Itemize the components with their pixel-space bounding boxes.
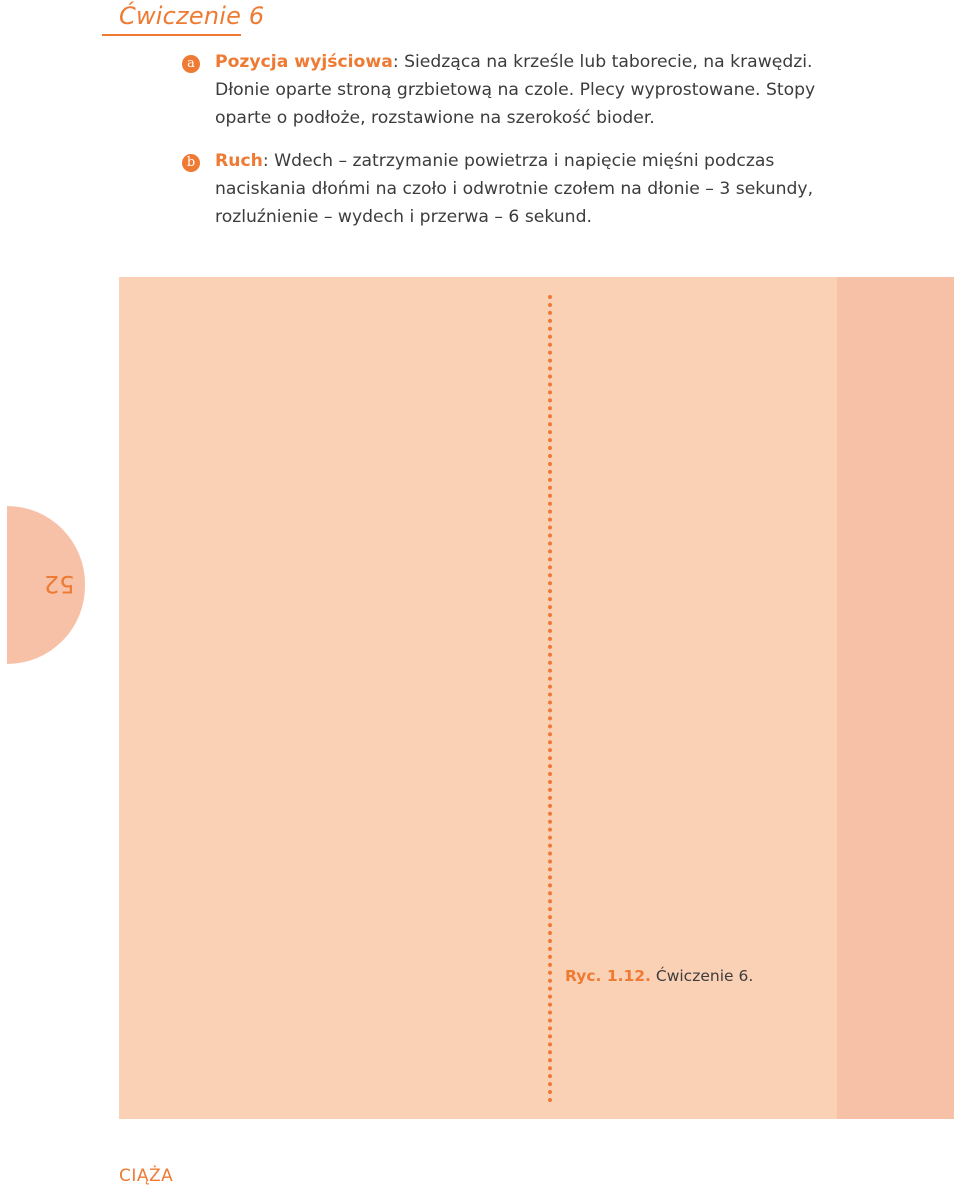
step-marker-a: a — [182, 55, 200, 73]
figure-caption-label: Ryc. 1.12. — [565, 967, 651, 985]
step-b-label: Ruch — [215, 151, 263, 171]
step-a-label: Pozycja wyjściowa — [215, 52, 393, 72]
exercise-heading: Ćwiczenie 6 — [119, 2, 265, 30]
footer-book-title: CIĄŻA — [119, 1166, 174, 1186]
step-a-description: : Siedząca na krześle lub taborecie, na krawędzi. Dłonie oparte stroną grzbietową na czole. Plecy wyprostowane. Stopy oparte o podłoże, rozstawione na szerokość bioder. — [215, 52, 816, 128]
step-b — [182, 147, 842, 231]
illustration-side-band — [837, 277, 954, 1119]
figure-caption — [565, 967, 753, 985]
dotted-divider — [548, 295, 552, 1103]
step-b-description: : Wdech – zatrzymanie powietrza i napięcie mięśni podczas naciskania dłońmi na czoło i odwrotnie czołem na dłonie – 3 sekundy, rozluźnienie – wydech i przerwa – 6 sekund. — [215, 151, 814, 227]
figure-caption-text: Ćwiczenie 6. — [650, 967, 754, 985]
heading-underline — [102, 34, 241, 36]
step-a — [182, 48, 842, 132]
step-b-text-block — [215, 147, 842, 231]
page-number: 52 — [44, 570, 75, 598]
step-marker-b: b — [182, 154, 200, 172]
step-a-text-block — [215, 48, 842, 132]
illustration-panel — [119, 277, 954, 1119]
